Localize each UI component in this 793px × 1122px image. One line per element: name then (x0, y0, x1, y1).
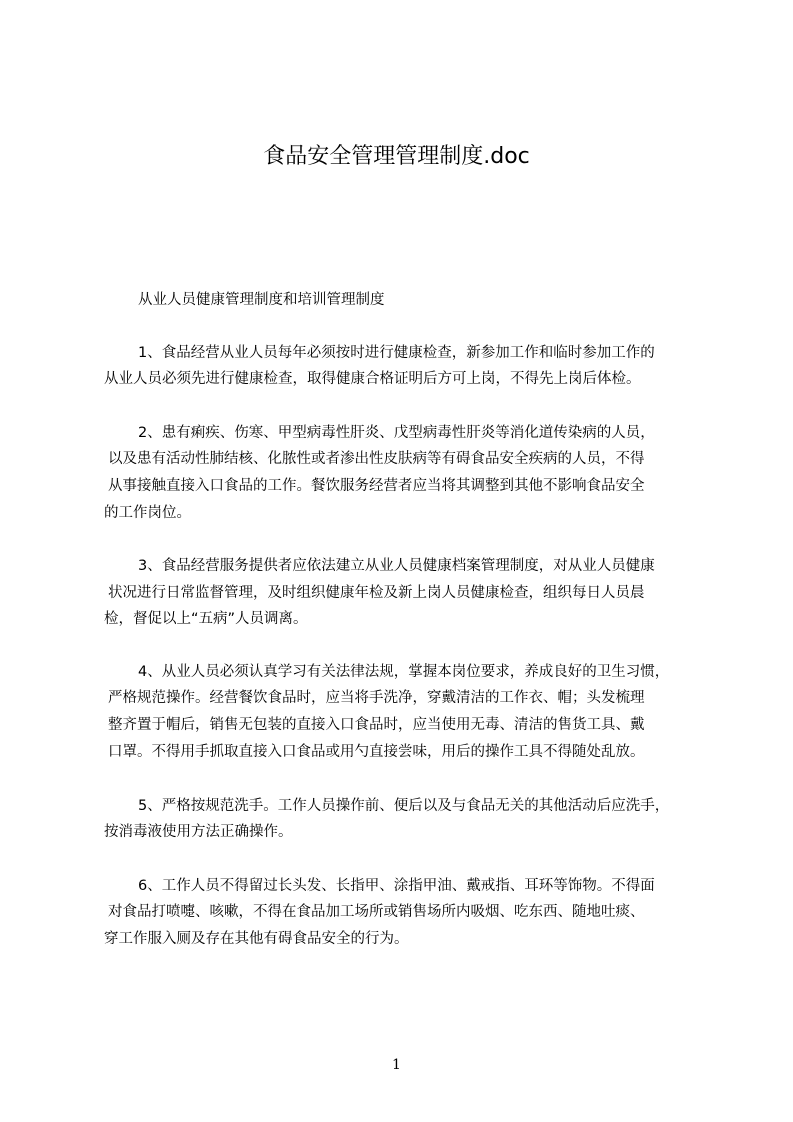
paragraph-line: 从业人员必须先进行健康检查，取得健康合格证明后方可上岗，不得先上岗后体检。 (104, 371, 641, 387)
paragraph-line: 检，督促以上“五病”人员调离。 (104, 611, 308, 627)
paragraph-line: 从事接触直接入口食品的工作。餐饮服务经营者应当将其调整到其他不影响食品安全 (108, 478, 645, 494)
paragraph-line: 对食品打喷嚏、咳嗽，不得在食品加工场所或销售场所内吸烟、吃东西、随地吐痰、 (108, 904, 645, 920)
paragraph-line: 1、食品经营从业人员每年必须按时进行健康检查，新参加工作和临时参加工作的 (138, 345, 655, 361)
paragraph-line: 整齐置于帽后，销售无包装的直接入口食品时，应当使用无毒、清洁的售货工具、戴 (108, 717, 645, 733)
paragraph-line: 5、严格按规范洗手。工作人员操作前、便后以及与食品无关的其他活动后应洗手， (138, 798, 670, 814)
document-title: 食品安全管理管理制度.doc (263, 144, 530, 169)
paragraph-line: 6、工作人员不得留过长头发、长指甲、涂指甲油、戴戒指、耳环等饰物。不得面 (138, 878, 655, 894)
paragraph-line: 以及患有活动性肺结核、化脓性或者渗出性皮肤病等有碍食品安全疾病的人员，不得 (108, 451, 645, 467)
paragraph-line: 口罩。不得用手抓取直接入口食品或用勺直接尝味，用后的操作工具不得随处乱放。 (108, 744, 645, 760)
paragraph-line: 状况进行日常监督管理，及时组织健康年检及新上岗人员健康检查，组织每日人员晨 (108, 585, 645, 601)
paragraph-line: 4、从业人员必须认真学习有关法律法规，掌握本岗位要求，养成良好的卫生习惯， (138, 664, 670, 680)
page-number: 1 (392, 1057, 401, 1073)
paragraph-line: 2、患有痢疾、伤寒、甲型病毒性肝炎、戊型病毒性肝炎等消化道传染病的人员， (138, 425, 655, 441)
paragraph-line: 严格规范操作。经营餐饮食品时，应当将手洗净，穿戴清洁的工作衣、帽；头发梳理 (108, 690, 645, 706)
paragraph-line: 按消毒液使用方法正确操作。 (104, 824, 293, 840)
section-heading-text: 从业人员健康管理制度和培训管理制度 (138, 292, 385, 308)
paragraph-line: 3、食品经营服务提供者应依法建立从业人员健康档案管理制度，对从业人员健康 (138, 558, 655, 574)
paragraph-line: 的工作岗位。 (104, 505, 191, 521)
paragraph-line: 穿工作服入厕及存在其他有碍食品安全的行为。 (104, 931, 409, 947)
